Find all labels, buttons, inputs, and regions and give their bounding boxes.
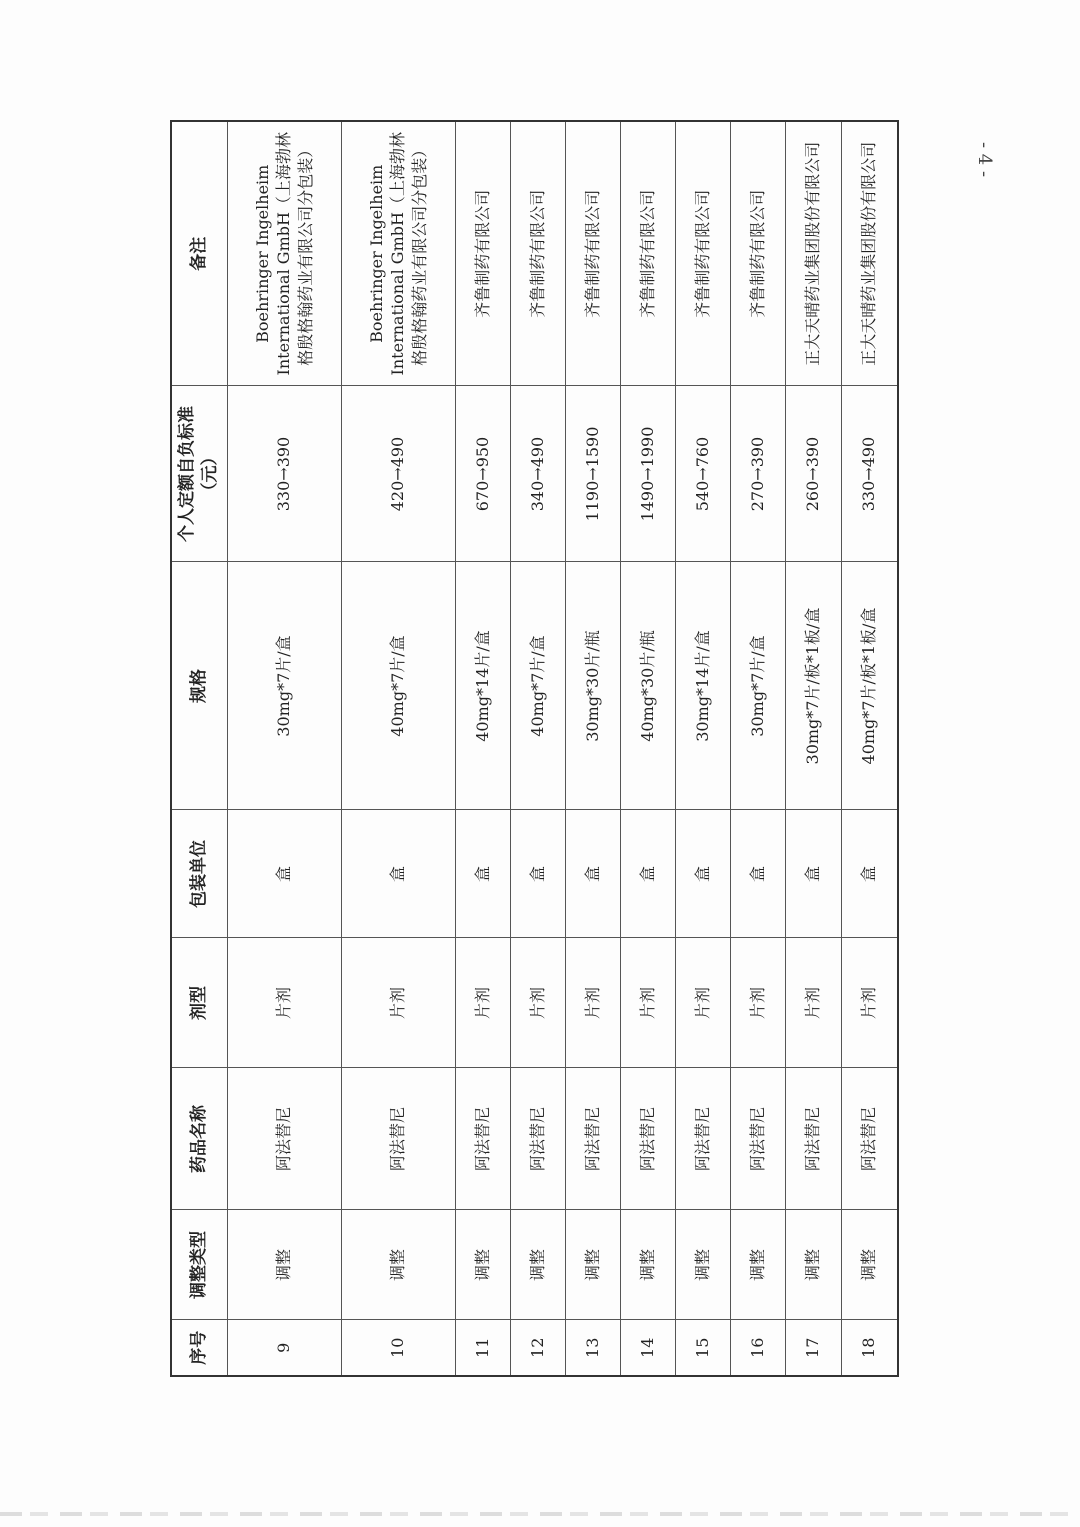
- table-row: [675, 121, 730, 1376]
- cell-spec: 40mg*14片/盒: [455, 562, 510, 810]
- cell-quota: 420→490: [341, 386, 455, 562]
- cell-quota: 1190→1590: [565, 386, 620, 562]
- cell-drug-name: 阿法替尼: [455, 1068, 510, 1210]
- cell-dosage-form: 片剂: [341, 938, 455, 1068]
- cell-seq: 16: [730, 1320, 785, 1376]
- cell-adjust-type: 调整: [341, 1210, 455, 1320]
- table-row: [227, 121, 341, 1376]
- cell-remark: 齐鲁制药有限公司: [675, 121, 730, 386]
- cell-dosage-form: 片剂: [455, 938, 510, 1068]
- table-row: [841, 121, 898, 1376]
- cell-quota: 260→390: [785, 386, 841, 562]
- page-number: - 4 -: [974, 142, 995, 178]
- cell-spec: 40mg*30片/瓶: [620, 562, 675, 810]
- header-quota: 个人定额自负标准（元）: [171, 386, 227, 562]
- cell-spec: 30mg*7片/板*1板/盒: [785, 562, 841, 810]
- cell-quota: 330→490: [841, 386, 898, 562]
- header-adjust-type: 调整类型: [171, 1210, 227, 1320]
- cell-drug-name: 阿法替尼: [841, 1068, 898, 1210]
- cell-dosage-form: 片剂: [565, 938, 620, 1068]
- cell-adjust-type: 调整: [620, 1210, 675, 1320]
- cell-remark: 正大天晴药业集团股份有限公司: [841, 121, 898, 386]
- cell-dosage-form: 片剂: [620, 938, 675, 1068]
- cell-seq: 9: [227, 1320, 341, 1376]
- cell-spec: 30mg*7片/盒: [227, 562, 341, 810]
- cell-adjust-type: 调整: [227, 1210, 341, 1320]
- cell-package-unit: 盒: [675, 810, 730, 938]
- cell-spec: 40mg*7片/盒: [341, 562, 455, 810]
- cell-remark: 齐鲁制药有限公司: [565, 121, 620, 386]
- cell-remark: 正大天晴药业集团股份有限公司: [785, 121, 841, 386]
- cell-package-unit: 盒: [785, 810, 841, 938]
- table-row: [510, 121, 565, 1376]
- cell-remark: Boehringer Ingelheim International GmbH（上海勃林格殷格翰药业有限公司分包装）: [341, 121, 455, 386]
- header-remark: 备注: [171, 121, 227, 386]
- table-row: [785, 121, 841, 1376]
- cell-drug-name: 阿法替尼: [730, 1068, 785, 1210]
- table-header-row: [171, 121, 227, 1376]
- cell-adjust-type: 调整: [455, 1210, 510, 1320]
- cell-drug-name: 阿法替尼: [341, 1068, 455, 1210]
- cell-package-unit: 盒: [841, 810, 898, 938]
- cell-quota: 270→390: [730, 386, 785, 562]
- cell-quota: 670→950: [455, 386, 510, 562]
- table-row: [620, 121, 675, 1376]
- cell-remark: 齐鲁制药有限公司: [730, 121, 785, 386]
- cell-dosage-form: 片剂: [730, 938, 785, 1068]
- cell-seq: 12: [510, 1320, 565, 1376]
- cell-dosage-form: 片剂: [841, 938, 898, 1068]
- cell-seq: 15: [675, 1320, 730, 1376]
- cell-seq: 18: [841, 1320, 898, 1376]
- header-dosage-form: 剂型: [171, 938, 227, 1068]
- cell-drug-name: 阿法替尼: [227, 1068, 341, 1210]
- cell-adjust-type: 调整: [675, 1210, 730, 1320]
- cell-remark: Boehringer Ingelheim International GmbH（上海勃林格殷格翰药业有限公司分包装）: [227, 121, 341, 386]
- cell-quota: 340→490: [510, 386, 565, 562]
- cell-drug-name: 阿法替尼: [565, 1068, 620, 1210]
- cell-spec: 40mg*7片/板*1板/盒: [841, 562, 898, 810]
- price-adjustment-table-wrapper: [170, 122, 897, 1377]
- cell-quota: 1490→1990: [620, 386, 675, 562]
- cell-package-unit: 盒: [620, 810, 675, 938]
- cell-adjust-type: 调整: [510, 1210, 565, 1320]
- cell-quota: 330→390: [227, 386, 341, 562]
- cell-package-unit: 盒: [455, 810, 510, 938]
- cell-seq: 10: [341, 1320, 455, 1376]
- cell-package-unit: 盒: [227, 810, 341, 938]
- cell-adjust-type: 调整: [565, 1210, 620, 1320]
- cell-drug-name: 阿法替尼: [675, 1068, 730, 1210]
- table-row: [341, 121, 455, 1376]
- cell-remark: 齐鲁制药有限公司: [620, 121, 675, 386]
- cell-dosage-form: 片剂: [510, 938, 565, 1068]
- cell-seq: 17: [785, 1320, 841, 1376]
- table-row: [565, 121, 620, 1376]
- cell-drug-name: 阿法替尼: [785, 1068, 841, 1210]
- cell-seq: 13: [565, 1320, 620, 1376]
- cell-package-unit: 盒: [510, 810, 565, 938]
- cell-dosage-form: 片剂: [785, 938, 841, 1068]
- cell-spec: 40mg*7片/盒: [510, 562, 565, 810]
- cell-remark: 齐鲁制药有限公司: [455, 121, 510, 386]
- cell-seq: 11: [455, 1320, 510, 1376]
- header-drug-name: 药品名称: [171, 1068, 227, 1210]
- cell-seq: 14: [620, 1320, 675, 1376]
- cell-dosage-form: 片剂: [675, 938, 730, 1068]
- cell-adjust-type: 调整: [785, 1210, 841, 1320]
- scan-artifact-line: [0, 1512, 1080, 1516]
- cell-quota: 540→760: [675, 386, 730, 562]
- cell-package-unit: 盒: [730, 810, 785, 938]
- table-row: [455, 121, 510, 1376]
- cell-package-unit: 盒: [341, 810, 455, 938]
- cell-dosage-form: 片剂: [227, 938, 341, 1068]
- cell-package-unit: 盒: [565, 810, 620, 938]
- cell-drug-name: 阿法替尼: [510, 1068, 565, 1210]
- header-package-unit: 包装单位: [171, 810, 227, 938]
- cell-remark: 齐鲁制药有限公司: [510, 121, 565, 386]
- price-adjustment-table: [170, 120, 899, 1377]
- cell-drug-name: 阿法替尼: [620, 1068, 675, 1210]
- cell-spec: 30mg*7片/盒: [730, 562, 785, 810]
- cell-spec: 30mg*30片/瓶: [565, 562, 620, 810]
- header-spec: 规格: [171, 562, 227, 810]
- cell-spec: 30mg*14片/盒: [675, 562, 730, 810]
- cell-adjust-type: 调整: [841, 1210, 898, 1320]
- table-row: [730, 121, 785, 1376]
- header-seq: 序号: [171, 1320, 227, 1376]
- cell-adjust-type: 调整: [730, 1210, 785, 1320]
